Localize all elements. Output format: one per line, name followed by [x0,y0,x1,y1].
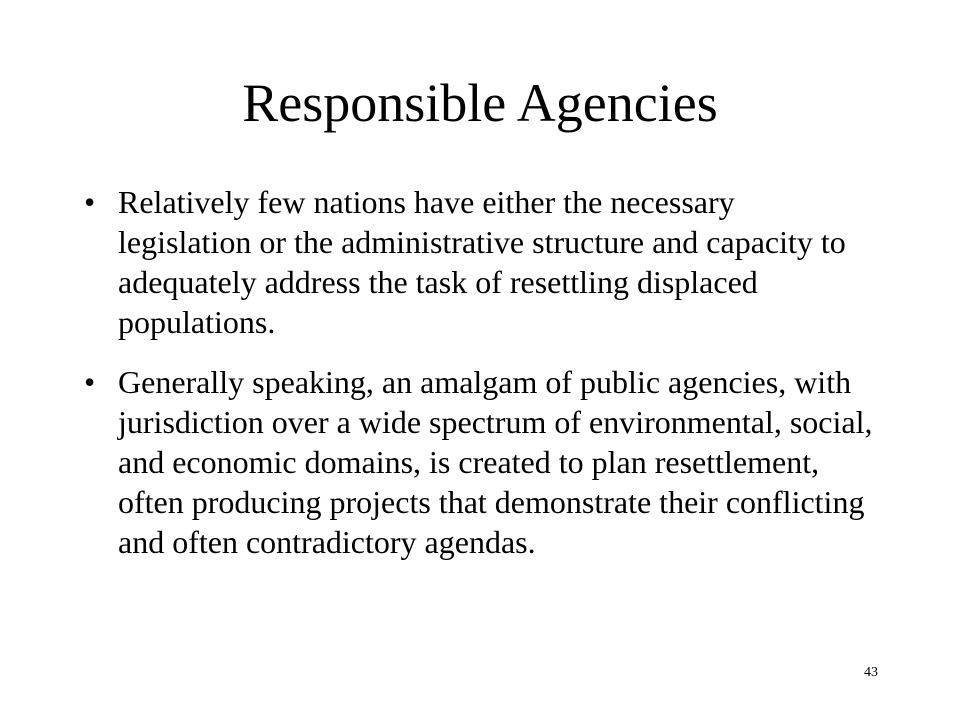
bullet-text: Relatively few nations have either the necessary legislation or the administrative structure and capacity to adequately address the task of resettling displaced populations. [118,184,846,340]
bullet-text: Generally speaking, an amalgam of public agencies, with jurisdiction over a wide spectrum of environmental, social, and economic domains, is created to plan resettlement, often producing projects that demonstrate their conflicting and often contradictory agendas. [118,364,873,560]
bullet-dot-icon: • [84,184,96,220]
bullet-list [84,182,874,582]
page-number: 43 [864,665,878,680]
slide-title: Responsible Agencies [242,73,718,133]
bullet-dot-icon: • [84,364,96,400]
bullet-item [84,182,874,342]
bullet-item [84,362,874,562]
